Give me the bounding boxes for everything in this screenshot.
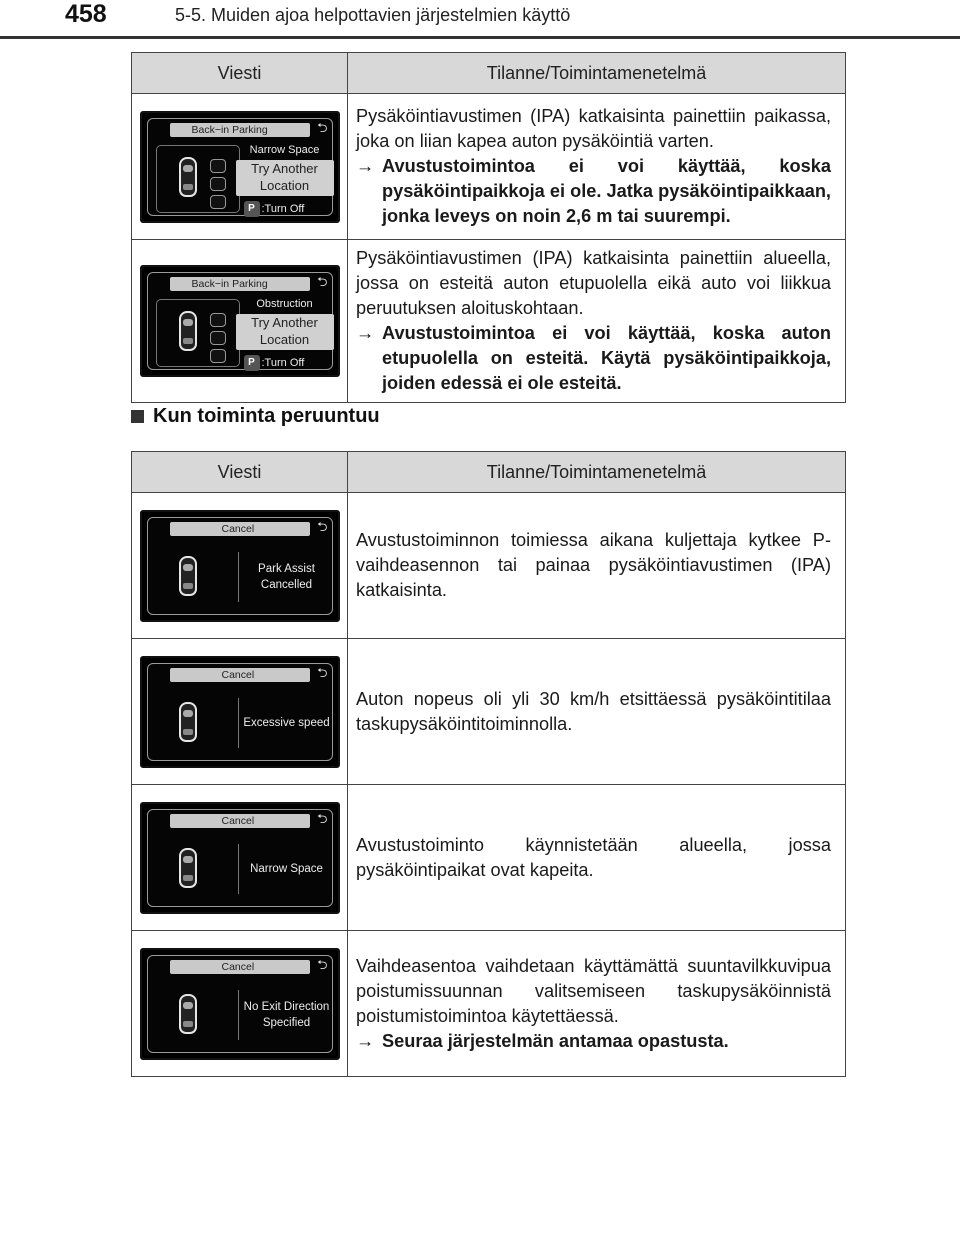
- situation-text: Vaihdeasentoa vaihdetaan käyttämättä suuntavilkkuvipua poistumissuunnan valitsemiseen taskupysäköinnistä poistumistoimintoa käytettäessä.: [356, 955, 831, 1026]
- action-text: Avustustoimintoa ei voi käyttää, koska auton etupuolella on esteitä. Käytä pysäköintipaikkoja, joiden edessä ei ole esteitä.: [382, 323, 831, 393]
- display-screen: [140, 656, 340, 768]
- screen-title-bar: Cancel: [170, 522, 310, 536]
- col-header-message: Viesti: [132, 452, 348, 493]
- screen-message: [238, 844, 335, 894]
- table-header-row: [132, 452, 846, 493]
- square-bullet-icon: [131, 410, 144, 423]
- screen-cell: [132, 785, 348, 931]
- col-header-message: Viesti: [132, 53, 348, 94]
- table-row: [132, 639, 846, 785]
- screen-frame: [147, 955, 333, 1053]
- arrow-icon: →: [356, 1030, 375, 1051]
- message-table-ipa: [131, 52, 846, 403]
- turn-off-label: :Turn Off: [261, 357, 305, 369]
- display-screen: [140, 948, 340, 1060]
- screen-frame: [147, 272, 333, 370]
- situation-text: Avustustoiminto käynnistetään alueella, jossa pysäköintipaikat ovat kapeita.: [356, 834, 831, 880]
- situation-text: Pysäköintiavustimen (IPA) katkaisinta painettiin paikassa, joka on liian kapea auton pysäköintiä varten.: [356, 106, 831, 151]
- screen-title-bar: Cancel: [170, 814, 310, 828]
- try-another-location-button: [236, 314, 334, 350]
- screen-frame: [147, 517, 333, 615]
- screen-message: [238, 698, 335, 748]
- screen-frame: [147, 663, 333, 761]
- screen-frame: [147, 118, 333, 216]
- screen-cell: [132, 493, 348, 639]
- table-row: [132, 240, 846, 403]
- slot-icon: [210, 177, 226, 191]
- table-row: [132, 94, 846, 240]
- display-screen: [140, 111, 340, 223]
- screen-message: Narrow Space: [249, 143, 320, 156]
- screen-title-bar: Cancel: [170, 960, 310, 974]
- page-number: 458: [65, 0, 107, 28]
- button-line: Location: [259, 332, 310, 347]
- screen-cell: [132, 931, 348, 1077]
- message-line: Park Assist: [258, 562, 315, 575]
- slot-icon: [210, 313, 226, 327]
- car-icon: [179, 157, 197, 197]
- description-cell: [348, 94, 846, 240]
- message-line: Cancelled: [260, 578, 313, 591]
- parking-switch-icon: P: [244, 201, 260, 217]
- table-header-row: [132, 53, 846, 94]
- back-icon: ⮌: [317, 810, 328, 826]
- button-line: Location: [259, 177, 310, 193]
- description-cell: [348, 493, 846, 639]
- car-icon: [179, 848, 197, 888]
- display-screen: [140, 265, 340, 377]
- situation-text: Avustustoiminnon toimiessa aikana kuljettaja kytkee P-vaihdeasennon tai painaa pysäköintiavustimen (IPA) katkaisinta.: [356, 530, 831, 600]
- car-icon: [179, 702, 197, 742]
- back-icon: ⮌: [317, 119, 328, 135]
- situation-text: Auton nopeus oli yli 30 km/h etsittäessä pysäköintitilaa taskupysäköintitoiminnolla.: [356, 688, 831, 734]
- car-panel: [156, 299, 240, 367]
- back-icon: ⮌: [317, 518, 328, 534]
- page-header: [0, 0, 960, 40]
- action-text: Seuraa järjestelmän antamaa opastusta.: [382, 1030, 729, 1051]
- message-line: No Exit Direction: [243, 1000, 330, 1013]
- section-title: Kun toiminta peruuntuu: [153, 405, 380, 427]
- car-icon: [179, 994, 197, 1034]
- button-line: Try Another: [251, 315, 318, 330]
- header-rule: [0, 36, 960, 39]
- col-header-situation: Tilanne/Toimintamenetelmä: [348, 53, 846, 94]
- screen-cell: [132, 240, 348, 403]
- arrow-icon: →: [356, 323, 375, 343]
- message-line: Narrow Space: [250, 862, 323, 875]
- action-result: [356, 154, 831, 229]
- turn-off-hint: [244, 201, 305, 217]
- message-table-cancel: [131, 451, 846, 1077]
- slot-icon: [210, 195, 226, 209]
- section-heading: [131, 405, 380, 428]
- table-row: [132, 785, 846, 931]
- table-row: [132, 493, 846, 639]
- screen-cell: [132, 639, 348, 785]
- slot-icon: [210, 331, 226, 345]
- try-another-location-button: [236, 160, 334, 196]
- slot-icon: [210, 159, 226, 173]
- screen-message: Obstruction: [256, 298, 313, 310]
- screen-cell: [132, 94, 348, 240]
- screen-title-bar: Back−in Parking: [170, 123, 310, 137]
- display-screen: [140, 802, 340, 914]
- turn-off-hint: [244, 355, 305, 371]
- back-icon: ⮌: [317, 956, 328, 972]
- description-cell: [348, 240, 846, 403]
- parking-slots: [210, 313, 226, 367]
- action-result: [356, 321, 831, 396]
- button-line: Try Another: [251, 160, 318, 176]
- description-cell: [348, 931, 846, 1077]
- message-line: Specified: [262, 1016, 311, 1029]
- screen-message: [238, 552, 335, 602]
- display-screen: [140, 510, 340, 622]
- arrow-icon: →: [356, 156, 375, 176]
- chapter-title: 5-5. Muiden ajoa helpottavien järjestelmien käyttö: [175, 5, 571, 25]
- parking-slots: [210, 159, 226, 213]
- screen-title-bar: Back−in Parking: [170, 277, 310, 291]
- table-row: [132, 931, 846, 1077]
- car-icon: [179, 311, 197, 351]
- action-result: [356, 1029, 831, 1054]
- car-panel: [156, 145, 240, 213]
- description-cell: [348, 639, 846, 785]
- screen-title-bar: Cancel: [170, 668, 310, 682]
- slot-icon: [210, 349, 226, 363]
- car-icon: [179, 556, 197, 596]
- turn-off-label: :Turn Off: [261, 202, 305, 215]
- screen-message: [238, 990, 335, 1040]
- situation-text: Pysäköintiavustimen (IPA) katkaisinta painettiin alueella, jossa on esteitä auton etupuolella eikä auto voi liikkua peruutuksen aloituskohtaan.: [356, 248, 831, 318]
- col-header-situation: Tilanne/Toimintamenetelmä: [348, 452, 846, 493]
- message-line: Excessive speed: [243, 716, 330, 729]
- parking-switch-icon: P: [244, 355, 260, 371]
- description-cell: [348, 785, 846, 931]
- screen-frame: [147, 809, 333, 907]
- back-icon: ⮌: [317, 274, 328, 289]
- back-icon: ⮌: [317, 664, 328, 680]
- action-text: Avustustoimintoa ei voi käyttää, koska pysäköintipaikkoja ei ole. Jatka pysäköintipaikkaan, jonka leveys on noin 2,6 m tai suurempi.: [382, 156, 831, 226]
